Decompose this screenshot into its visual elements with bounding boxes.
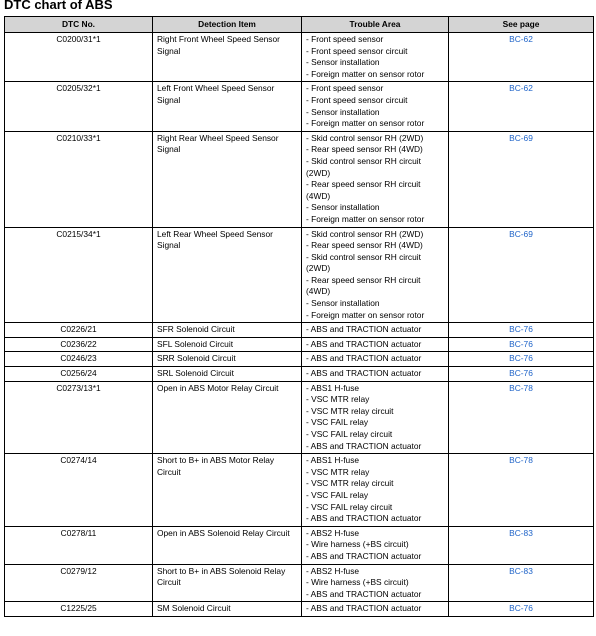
trouble-area-line: - Rear speed sensor RH (4WD) [306, 144, 423, 155]
trouble-area [302, 564, 449, 602]
see-page-cell [449, 367, 594, 382]
trouble-area [302, 131, 449, 227]
see-page-link[interactable]: BC-76 [509, 603, 533, 614]
dtc-code: C0210/33*1 [5, 131, 153, 227]
table-row [5, 227, 594, 323]
trouble-area-line: - Foreign matter on sensor rotor [306, 68, 425, 79]
see-page-cell [449, 33, 594, 82]
trouble-area [302, 323, 449, 338]
see-page-link[interactable]: BC-76 [509, 338, 533, 349]
trouble-area-line: - ABS and TRACTION actuator [306, 513, 422, 524]
trouble-area [302, 82, 449, 131]
trouble-area-line: - ABS1 H-fuse [306, 382, 360, 393]
detection-item: Open in ABS Solenoid Relay Circuit [153, 526, 302, 564]
trouble-area-line: - ABS1 H-fuse [306, 455, 360, 466]
trouble-area [302, 602, 449, 617]
dtc-code: C0279/12 [5, 564, 153, 602]
detection-item: Open in ABS Motor Relay Circuit [153, 381, 302, 454]
table-row [5, 337, 594, 352]
trouble-area-line: - Foreign matter on sensor rotor [306, 309, 425, 320]
detection-item: Left Rear Wheel Speed Sensor Signal [153, 227, 302, 323]
trouble-area [302, 352, 449, 367]
table-row [5, 33, 594, 82]
trouble-area-line: - Foreign matter on sensor rotor [306, 213, 425, 224]
trouble-area-line: (4WD) [306, 286, 331, 297]
see-page-cell [449, 227, 594, 323]
table-header-row [5, 17, 594, 33]
trouble-area-line: - Sensor installation [306, 298, 380, 309]
see-page-cell [449, 82, 594, 131]
see-page-link[interactable]: BC-76 [509, 353, 533, 364]
see-page-cell [449, 454, 594, 527]
table-row [5, 602, 594, 617]
trouble-area-line: (2WD) [306, 263, 331, 274]
trouble-area-line: - Wire harness (+BS circuit) [306, 539, 409, 550]
trouble-area-line: - ABS and TRACTION actuator [306, 324, 422, 335]
detection-item: SRL Solenoid Circuit [153, 367, 302, 382]
see-page-link[interactable]: BC-78 [509, 382, 533, 393]
trouble-area-line: - VSC FAIL relay [306, 417, 369, 428]
dtc-code: C0215/34*1 [5, 227, 153, 323]
trouble-area-line: - VSC FAIL relay circuit [306, 501, 393, 512]
see-page-link[interactable]: BC-69 [509, 228, 533, 239]
trouble-area-line: - VSC MTR relay [306, 466, 370, 477]
see-page-link[interactable]: BC-78 [509, 455, 533, 466]
see-page-link[interactable]: BC-62 [509, 83, 533, 94]
detection-item: SFL Solenoid Circuit [153, 337, 302, 352]
detection-item: SRR Solenoid Circuit [153, 352, 302, 367]
trouble-area [302, 367, 449, 382]
trouble-area-line: - Sensor installation [306, 202, 380, 213]
dtc-code: C0205/32*1 [5, 82, 153, 131]
detection-item: Short to B+ in ABS Motor Relay Circuit [153, 454, 302, 527]
trouble-area-line: - Skid control sensor RH (2WD) [306, 132, 424, 143]
trouble-area-line: - ABS and TRACTION actuator [306, 588, 422, 599]
table-row [5, 454, 594, 527]
trouble-area-line: - Rear speed sensor RH circuit [306, 179, 421, 190]
trouble-area-line: - VSC MTR relay circuit [306, 478, 394, 489]
detection-item: Right Rear Wheel Speed Sensor Signal [153, 131, 302, 227]
trouble-area-line: - Wire harness (+BS circuit) [306, 577, 409, 588]
trouble-area-line: - ABS and TRACTION actuator [306, 440, 422, 451]
trouble-area-line: - ABS2 H-fuse [306, 565, 360, 576]
page-title: DTC chart of ABS [4, 0, 113, 12]
see-page-cell [449, 352, 594, 367]
trouble-area-line: - Sensor installation [306, 106, 380, 117]
dtc-code: C0236/22 [5, 337, 153, 352]
trouble-area-line: - Skid control sensor RH (2WD) [306, 228, 424, 239]
trouble-area-line: - Rear speed sensor RH circuit [306, 274, 421, 285]
trouble-area-line: - Skid control sensor RH circuit [306, 251, 421, 262]
table-row [5, 564, 594, 602]
dtc-code: C0278/11 [5, 526, 153, 564]
table-body [5, 33, 594, 617]
detection-item: Left Front Wheel Speed Sensor Signal [153, 82, 302, 131]
see-page-link[interactable]: BC-76 [509, 368, 533, 379]
see-page-cell [449, 323, 594, 338]
see-page-cell [449, 381, 594, 454]
trouble-area-line: - Front speed sensor circuit [306, 45, 408, 56]
table-row [5, 367, 594, 382]
dtc-code: C0226/21 [5, 323, 153, 338]
see-page-cell [449, 337, 594, 352]
header-dtc-no: DTC No. [5, 17, 153, 33]
trouble-area-line: - ABS2 H-fuse [306, 527, 360, 538]
trouble-area-line: - VSC FAIL relay circuit [306, 429, 393, 439]
table-row [5, 323, 594, 338]
trouble-area [302, 454, 449, 527]
header-see-page: See page [449, 17, 594, 33]
table-row [5, 131, 594, 227]
trouble-area [302, 227, 449, 323]
trouble-area-line: - Rear speed sensor RH (4WD) [306, 240, 423, 251]
trouble-area [302, 33, 449, 82]
see-page-cell [449, 526, 594, 564]
see-page-cell [449, 564, 594, 602]
dtc-code: C1225/25 [5, 602, 153, 617]
dtc-code: C0246/23 [5, 352, 153, 367]
trouble-area-line: - ABS and TRACTION actuator [306, 368, 422, 379]
trouble-area-line: - VSC FAIL relay [306, 489, 369, 500]
detection-item: Short to B+ in ABS Solenoid Relay Circuit [153, 564, 302, 602]
dtc-code: C0274/14 [5, 454, 153, 527]
see-page-link[interactable]: BC-83 [509, 527, 533, 538]
trouble-area-line: - Skid control sensor RH circuit [306, 155, 421, 166]
header-detection-item: Detection Item [153, 17, 302, 33]
see-page-link[interactable]: BC-76 [509, 324, 533, 335]
table-row [5, 526, 594, 564]
trouble-area-line: - ABS and TRACTION actuator [306, 353, 422, 364]
table-row [5, 82, 594, 131]
see-page-link[interactable]: BC-62 [509, 34, 533, 44]
trouble-area-line: - Sensor installation [306, 57, 380, 68]
trouble-area [302, 526, 449, 564]
trouble-area-line: - ABS and TRACTION actuator [306, 338, 422, 349]
trouble-area-line: - ABS and TRACTION actuator [306, 603, 422, 614]
trouble-area-line: (4WD) [306, 190, 331, 201]
dtc-code: C0256/24 [5, 367, 153, 382]
trouble-area-line: - Front speed sensor [306, 83, 384, 94]
see-page-link[interactable]: BC-83 [509, 565, 533, 576]
trouble-area-line: - Front speed sensor circuit [306, 94, 408, 105]
header-trouble-area: Trouble Area [302, 17, 449, 33]
see-page-cell [449, 602, 594, 617]
detection-item: Right Front Wheel Speed Sensor Signal [153, 33, 302, 82]
table-row [5, 381, 594, 454]
detection-item: SFR Solenoid Circuit [153, 323, 302, 338]
dtc-table [4, 16, 594, 617]
see-page-link[interactable]: BC-69 [509, 132, 533, 143]
trouble-area-line: - Foreign matter on sensor rotor [306, 118, 425, 129]
detection-item: SM Solenoid Circuit [153, 602, 302, 617]
see-page-cell [449, 131, 594, 227]
dtc-code: C0200/31*1 [5, 33, 153, 82]
trouble-area-line: - Front speed sensor [306, 34, 384, 44]
trouble-area-line: (2WD) [306, 167, 331, 178]
dtc-code: C0273/13*1 [5, 381, 153, 454]
trouble-area [302, 381, 449, 454]
table-row [5, 352, 594, 367]
trouble-area-line: - VSC MTR relay [306, 394, 370, 405]
trouble-area-line: - VSC MTR relay circuit [306, 405, 394, 416]
trouble-area-line: - ABS and TRACTION actuator [306, 550, 422, 561]
trouble-area [302, 337, 449, 352]
